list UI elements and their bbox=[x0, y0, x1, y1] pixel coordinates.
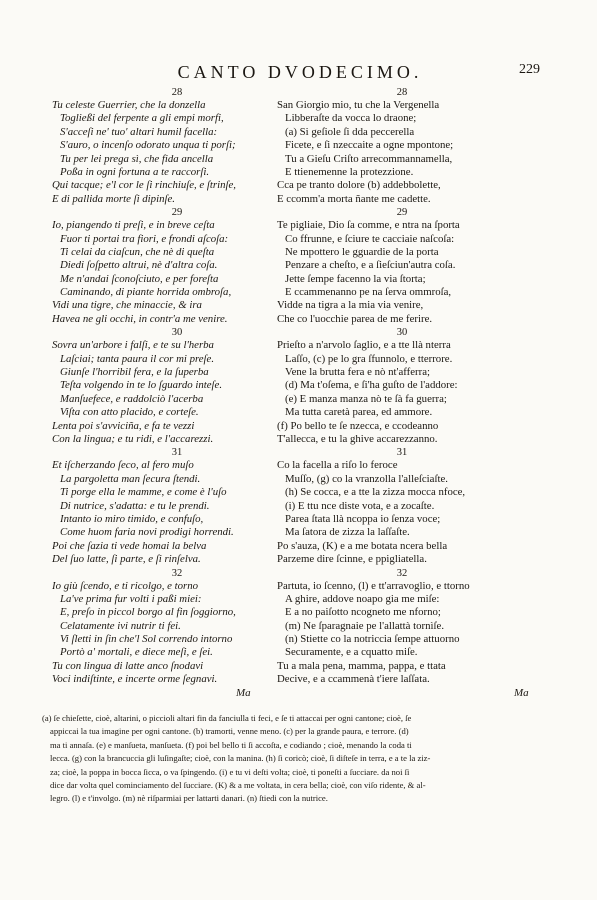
verse-line: Intanto io miro timido, e confuſo, bbox=[60, 512, 204, 525]
stanza-number: 29 bbox=[171, 207, 183, 219]
verse-line: T'allecca, e tu la ghive accarezzanno. bbox=[277, 432, 438, 445]
verse-line: Caminando, di piante horrida ombroſa, bbox=[60, 286, 232, 299]
verse-line: Vi ſletti in ſin che'l Sol correndo intorno bbox=[60, 633, 233, 646]
verse-line: Ti porge ella le mamme, e come è l'uſo bbox=[60, 486, 227, 499]
verse-line: Lenta poi s'avviciña, e fa te vezzi bbox=[52, 419, 195, 432]
stanza bbox=[52, 446, 302, 566]
canto-title: CANTO DVODECIMO. bbox=[177, 62, 423, 82]
stanza bbox=[52, 567, 302, 687]
stanza bbox=[52, 86, 302, 206]
verse-line: Parea ſtata llà ncoppa io ſenza voce; bbox=[285, 512, 441, 525]
verse-line: Vidde na tigra a la mia via venire, bbox=[277, 299, 424, 312]
verse-line: E ccammenanno pe na ſerva ommroſa, bbox=[285, 286, 452, 299]
catchword-left: Ma bbox=[236, 687, 251, 699]
verse-line: Co ffrunne, e ſciure te cacciaie naſcoſa: bbox=[285, 232, 455, 245]
verse-line: Me n'andai ſconoſciuto, e per foreſta bbox=[60, 272, 219, 285]
italian-column bbox=[52, 86, 302, 687]
verse-line: Ne mpottero le gguardie de la porta bbox=[285, 245, 439, 258]
verse-line: La've prima fur volti i paßi miei: bbox=[60, 592, 202, 605]
verse-line: Laſciai; tanta paura il cor mi preſe. bbox=[60, 352, 215, 365]
verse-line: (i) E ttu nce diste vota, e a zocaſte. bbox=[285, 499, 435, 512]
verse-line: Viſta con atto placido, e corteſe. bbox=[60, 406, 199, 419]
verse-line: Ma tutta caretà parea, ed ammore. bbox=[285, 406, 433, 419]
verse-line: Che co l'uocchie parea de me ferire. bbox=[277, 312, 433, 325]
verse-line: Diedi ſoſpetto altrui, nè d'altra coſa. bbox=[60, 259, 218, 272]
verse-line: Penzare a cheſto, e a ſieſciun'autra coſa. bbox=[285, 259, 456, 272]
stanza-number: 28 bbox=[171, 87, 183, 98]
verse-line: (n) Stiette co la notriccia ſempe attuorno bbox=[285, 633, 460, 646]
verse-line: Tu celeste Guerrier, che la donzella bbox=[52, 99, 206, 111]
verse-line: Securamente, e a cquatto miſe. bbox=[285, 646, 418, 659]
stanza-number: 30 bbox=[171, 327, 183, 339]
verse-line: Ma ſatora de zizza la laſſaſte. bbox=[285, 526, 410, 539]
verse-line: Voci indiſtinte, e incerte orme ſegnavi. bbox=[52, 673, 218, 686]
verse-line: Jette ſempe facenno la via ſtorta; bbox=[285, 272, 426, 285]
verse-line: Manſuefece, e raddolciò l'acerba bbox=[60, 392, 204, 405]
verse-line: Poßa in ogni fortuna a te raccorſi. bbox=[60, 165, 210, 178]
stanza bbox=[277, 446, 527, 566]
verse-line: Del ſuo latte, ſi parte, e ſi rinſelva. bbox=[52, 553, 201, 566]
verse-line: Con la lingua; e tu ridi, e l'accarezzi. bbox=[52, 432, 214, 445]
page-header bbox=[60, 62, 540, 84]
stanza-number: 28 bbox=[396, 87, 408, 98]
verse-line: Teſta volgendo in te lo ſguardo inteſe. bbox=[60, 379, 223, 392]
footnote-line: dice dar volta quel cominciamento del ſucciare. (K) & a me voltata, in cera bella; cioè, con viſo ridente, & al- bbox=[50, 780, 426, 791]
verse-line: Qui tacque; e'l cor le ſi rinchiuſe, e ſtrinſe, bbox=[52, 179, 237, 192]
verse-line: Libberaſte da vocca lo draone; bbox=[285, 112, 417, 125]
verse-line: Laſſo, (c) pe lo gra ſfunnolo, e tterrore. bbox=[285, 352, 453, 365]
verse-line: (e) E manza manza nò te ſà fa guerra; bbox=[285, 392, 447, 405]
verse-line: Po s'auza, (K) e a me botata ncera bella bbox=[277, 539, 448, 552]
stanza-number: 29 bbox=[396, 207, 408, 219]
verse-line: Partuta, io ſcenno, (l) e tt'arravoglio, e ttorno bbox=[277, 579, 470, 592]
verse-line: A ghire, addove noapo gia me miſe: bbox=[285, 592, 440, 605]
verse-line: Ti celai da ciaſcun, che nè di queſta bbox=[60, 245, 215, 258]
footnote-line: (a) ſe chieſette, cioè, altarini, o piccioli altari fin da fanciulla ti feci, e ſe ti attaccai per ogni cantone; cioè, ſe bbox=[42, 713, 412, 723]
stanza-number: 32 bbox=[171, 567, 183, 579]
footnotes bbox=[42, 712, 564, 806]
verse-line: Vene la brutta fera e nò nt'afferra; bbox=[285, 366, 431, 379]
verse-line: (d) Ma t'oſema, e ſi'ha guſto de l'addore: bbox=[285, 379, 458, 392]
verse-line: Parzeme dire ſcinne, e ppigliatella. bbox=[277, 553, 427, 566]
verse-line: Tu con lingua di latte anco ſnodavi bbox=[52, 659, 204, 672]
verse-line: E ttienemenne la protezzione. bbox=[285, 165, 414, 178]
verse-line: Tu a Gieſu Criſto arrecommannamella, bbox=[285, 152, 453, 165]
verse-line: Tu per lei prega sì, che fida ancella bbox=[60, 152, 214, 165]
verse-line: E di pallida morte ſi dipinſe. bbox=[52, 192, 175, 205]
verse-line: Celatamente ivi nutrir ti fei. bbox=[60, 619, 181, 632]
verse-line: Io, piangendo ti preſi, e in breve ceſta bbox=[52, 219, 215, 232]
verse-line: (m) Ne ſparagnaie pe l'allattà tornìſe. bbox=[285, 619, 445, 632]
verse-line: Come huom faria novi prodigi horrendi. bbox=[60, 526, 234, 539]
stanza-number: 32 bbox=[396, 567, 408, 579]
footnote-line: ma ti annaſa. (e) e manſueta, manſueta. (f) poi bel bello ti ſi accoſta, e codiando ; cioè, menando la coda ti bbox=[50, 739, 412, 750]
verse-line: Sovra un'arbore i falſi, e te su l'herba bbox=[52, 339, 214, 352]
verse-line: (a) Si geſiole ſi dda peccerella bbox=[285, 125, 415, 138]
verse-line: Giunſe l'horribil fera, e la ſuperba bbox=[60, 366, 209, 379]
verse-line: Te pigliaie, Dio ſa comme, e ntra na ſporta bbox=[277, 219, 460, 232]
verse-line: E, preſo in piccol borgo al fin ſoggiorno, bbox=[60, 606, 236, 619]
stanza bbox=[277, 567, 527, 687]
verse-line: Et iſcherzando ſeco, al fero muſo bbox=[52, 459, 194, 472]
stanza-number: 31 bbox=[396, 447, 408, 459]
verse-line: Muſſo, (g) co la vranzolla l'alleſciaſte. bbox=[285, 472, 448, 485]
verse-line: Di nutrice, s'adatta: e tu le prendi. bbox=[60, 499, 210, 512]
stanza bbox=[52, 326, 302, 446]
verse-line: S'acceſi ne' tuo' altari humil facella: bbox=[60, 125, 218, 138]
verse-line: La pargoletta man ſecura ſtendi. bbox=[60, 472, 201, 485]
verse-line: E ccomm'a morta ñante me cadette. bbox=[277, 192, 431, 205]
verse-line: Fuor ti portai tra fiori, e frondi aſcoſa: bbox=[60, 232, 229, 245]
footnote-line: appiccai la tua imagine per ogni cantone. (b) tramorti, venne meno. (c) per la grande paura, e terrore. (d) bbox=[50, 726, 409, 737]
stanza-number: 30 bbox=[396, 327, 408, 339]
verse-line: Prieſto a n'arvolo ſaglio, e a tte llà nterra bbox=[277, 339, 451, 352]
verse-line: Havea ne gli occhi, in contr'a me venire. bbox=[52, 312, 228, 325]
verse-line: Co la facella a riſo lo feroce bbox=[277, 459, 398, 472]
verse-line: Tu a mala pena, mamma, pappa, e ttata bbox=[277, 659, 446, 672]
verse-line: Portò a' mortali, e diece meſi, e ſei. bbox=[60, 646, 213, 659]
verse-line: Vidi una tigre, che minaccie, & ira bbox=[52, 299, 202, 312]
page-number: 229 bbox=[519, 62, 540, 77]
verse-line: (f) Po bello te ſe nzecca, e ccodeanno bbox=[277, 419, 439, 432]
verse-line: S'auro, o incenſo odorato unqua ti porſi; bbox=[60, 139, 236, 152]
verse-line: Cca pe tranto dolore (b) addebbolette, bbox=[277, 179, 441, 192]
verse-line: (h) Se cocca, e a tte la zizza mocca nfoce, bbox=[285, 486, 466, 499]
catchword-right: Ma bbox=[514, 687, 529, 699]
neapolitan-column bbox=[277, 86, 527, 687]
verse-line: E a no paiſotto ncogneto me nforno; bbox=[285, 606, 441, 619]
verse-line: Ficete, e ſi nzeccaite a ogne mpontone; bbox=[285, 139, 454, 152]
verse-line: Io giù ſcendo, e ti ricolgo, e torno bbox=[52, 579, 199, 592]
verse-line: San Giorgio mio, tu che la Vergenella bbox=[277, 99, 440, 111]
stanza bbox=[52, 206, 302, 326]
stanza-number: 31 bbox=[171, 447, 183, 459]
stanza bbox=[277, 86, 527, 206]
stanza bbox=[277, 206, 527, 326]
verse-line: Decive, e a ccammenà t'iere laſſata. bbox=[277, 673, 430, 686]
verse-line: Togließi del ferpente a gli empi morfi, bbox=[60, 112, 224, 125]
footnote-line: za; cioè, la poppa in bocca ſicca, o va ſpingendo. (i) e tu vi deſti volta; cioè, ti poneſti a ſucciare. da noi ſi bbox=[50, 766, 410, 777]
stanza bbox=[277, 326, 527, 446]
footnote-line: lecca. (g) con la brancuccia gli luſingaſte; cioè, con la manina. (h) ſi coricò; cioè, ſi diſteſe in terra, e a te la ziz- bbox=[50, 753, 431, 764]
verse-line: Poi che ſazia ti vede homai la belva bbox=[52, 539, 207, 552]
footnote-line: legro. (l) e t'involgo. (m) nè riſparmiai per lattarti danari. (n) ſtiedi con la nutrice. bbox=[50, 793, 328, 804]
